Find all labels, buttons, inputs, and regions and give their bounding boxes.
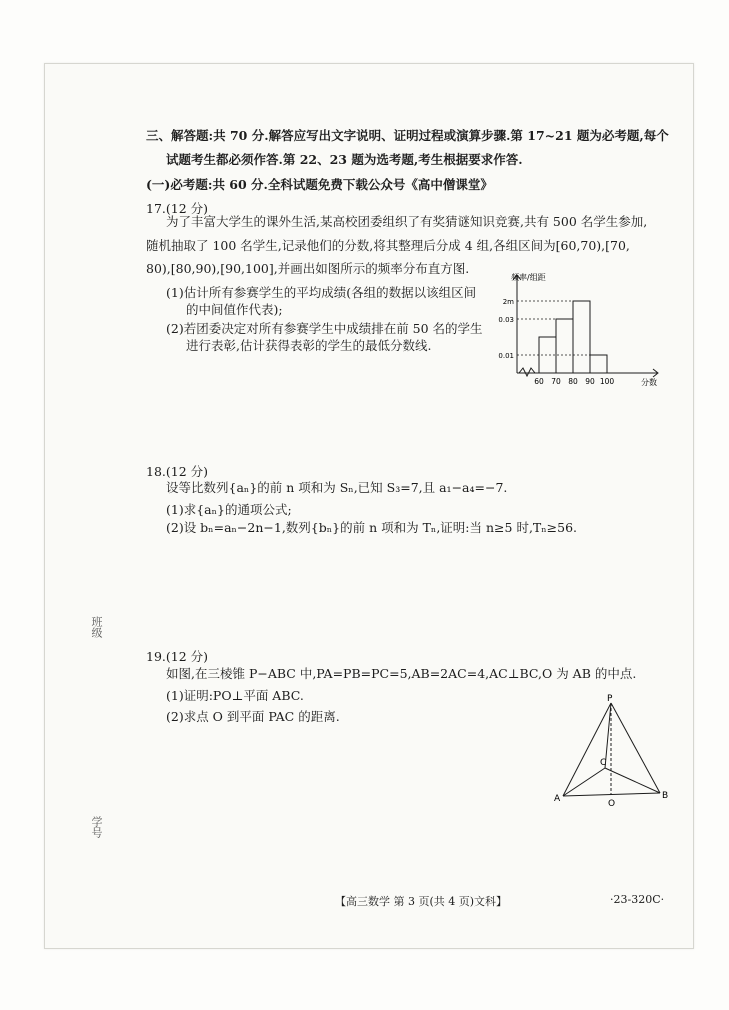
q17-part1-line2: 的中间值作代表);	[186, 302, 283, 317]
edge-PA	[563, 703, 611, 796]
y-axis-label: 频率/组距	[511, 273, 546, 282]
q17-number: 17.(12 分)	[146, 201, 209, 216]
q17-part1-line1: (1)估计所有参赛学生的平均成绩(各组的数据以该组区间	[166, 285, 477, 300]
q18-part1: (1)求{aₙ}的通项公式;	[166, 502, 292, 517]
q18-line1: 设等比数列{aₙ}的前 n 项和为 Sₙ,已知 S₃=7,且 a₁−a₄=−7.	[166, 480, 508, 495]
histogram-bar	[573, 301, 590, 373]
edge-BC	[605, 768, 660, 793]
y-tick-label: 0.03	[498, 316, 514, 324]
x-tick-label: 100	[599, 377, 615, 386]
x-tick-label: 60	[534, 377, 544, 386]
q18-part2: (2)设 bₙ=aₙ−2n−1,数列{bₙ}的前 n 项和为 Tₙ,证明:当 n≥5 时,Tₙ≥56.	[166, 520, 578, 535]
pyramid-figure	[553, 693, 673, 808]
q18-number: 18.(12 分)	[146, 464, 209, 479]
histogram-bar	[590, 355, 607, 373]
page-code: ·23-320C·	[610, 893, 665, 906]
page-footer: 【高三数学 第 3 页(共 4 页)文科】	[335, 895, 508, 908]
q17-line2: 随机抽取了 100 名学生,记录他们的分数,将其整理后分成 4 组,各组区间为[60,70),[70,	[146, 238, 630, 253]
label-O: O	[608, 799, 616, 808]
q17-part2-line2: 进行表彰,估计获得表彰的学生的最低分数线.	[186, 338, 432, 353]
frequency-histogram	[485, 268, 665, 388]
x-axis-label: 分数	[641, 378, 657, 387]
q17-part2-line1: (2)若团委决定对所有参赛学生中成绩排在前 50 名的学生	[166, 321, 483, 336]
q19-line1: 如图,在三棱锥 P−ABC 中,PA=PB=PC=5,AB=2AC=4,AC⊥BC,O 为 AB 的中点.	[166, 666, 637, 681]
exam-page	[44, 63, 694, 949]
axis-break-mark	[519, 368, 535, 376]
section-heading-line2: 试题考生都必须作答.第 22、23 题为选考题,考生根据要求作答.	[166, 152, 523, 167]
label-C: C	[600, 758, 607, 768]
q17-line3: 80),[80,90),[90,100],并画出如图所示的频率分布直方图.	[146, 261, 470, 276]
required-section-title: (一)必考题:共 60 分.全科试题免费下载公众号《高中僧课堂》	[146, 177, 493, 192]
section-heading-line1: 三、解答题:共 70 分.解答应写出文字说明、证明过程或演算步骤.第 17~21 题为必考题,每个	[146, 128, 669, 143]
q19-number: 19.(12 分)	[146, 649, 209, 664]
margin-label-class: 班级	[90, 616, 103, 638]
q19-part2: (2)求点 O 到平面 PAC 的距离.	[166, 709, 340, 724]
x-tick-label: 80	[568, 377, 578, 386]
y-tick-label: 0.01	[498, 352, 514, 360]
edge-AC	[563, 768, 605, 796]
label-A: A	[554, 794, 561, 804]
label-P: P	[607, 694, 613, 704]
label-B: B	[662, 791, 669, 801]
margin-label-student-id: 学号	[90, 816, 103, 838]
x-tick-label: 90	[585, 377, 595, 386]
q19-part1: (1)证明:PO⊥平面 ABC.	[166, 688, 304, 703]
x-tick-label: 70	[551, 377, 561, 386]
q17-line1: 为了丰富大学生的课外生活,某高校团委组织了有奖猜谜知识竞赛,共有 500 名学生参加,	[166, 214, 648, 229]
histogram-bar	[556, 319, 573, 373]
edge-PB	[611, 703, 660, 793]
y-tick-label: 2m	[502, 298, 514, 306]
